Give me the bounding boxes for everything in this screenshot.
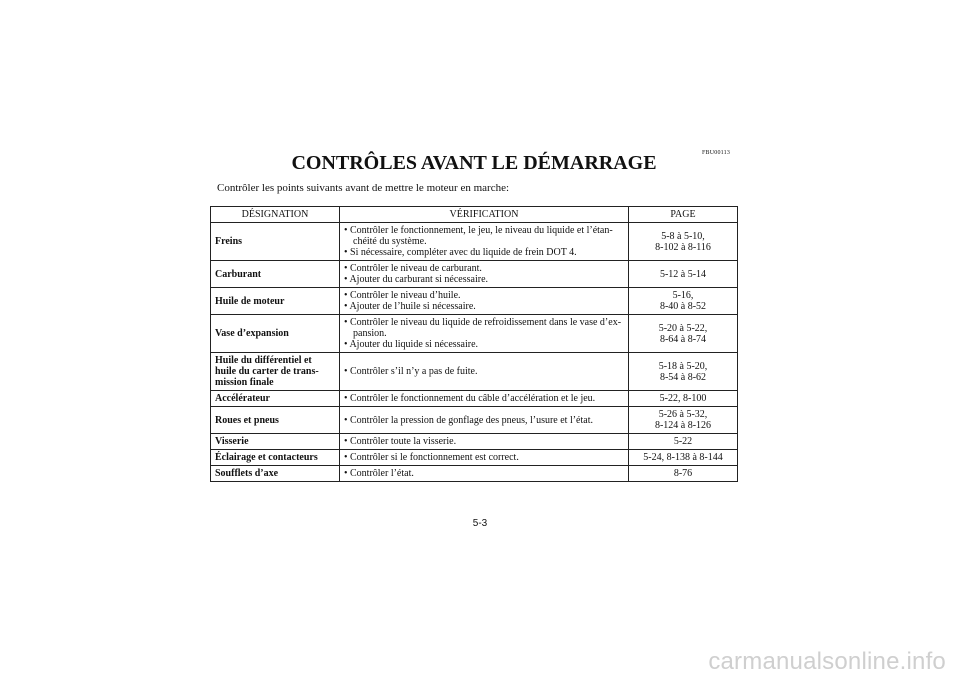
verification-item: • Ajouter de l’huile si nécessaire. [344, 301, 476, 312]
page-reference-line: 5-16, [672, 290, 694, 301]
designation-line: huile du carter de trans- [215, 366, 319, 377]
designation-line: Éclairage et contacteurs [215, 452, 318, 463]
column-header-page: PAGE [629, 207, 738, 223]
verification-item: • Ajouter du liquide si nécessaire. [344, 339, 479, 350]
table-row [211, 261, 738, 288]
table-row [211, 450, 738, 466]
verification-cell [340, 353, 629, 391]
designation-line: Vase d’expansion [215, 328, 289, 339]
designation-cell [211, 353, 340, 391]
page-reference-cell [629, 450, 738, 466]
page-reference-cell [629, 315, 738, 353]
designation-line: Soufflets d’axe [215, 468, 279, 479]
table-header-row [211, 207, 738, 223]
verification-item: • Contrôler le fonctionnement du câble d’accélération et le jeu. [344, 393, 596, 404]
page-reference-line: 8-40 à 8-52 [659, 301, 707, 312]
page-reference-cell [629, 288, 738, 315]
table-body [211, 223, 738, 482]
page-reference-line: 8-64 à 8-74 [659, 333, 707, 345]
designation-line: Accélérateur [215, 393, 270, 404]
designation-cell [211, 223, 340, 261]
verification-cell [340, 407, 629, 434]
verification-item: • Contrôler l’état. [344, 468, 414, 479]
designation-line: Roues et pneus [215, 414, 279, 426]
designation-cell [211, 288, 340, 315]
page-reference-cell [629, 261, 738, 288]
verification-cell [340, 391, 629, 407]
verification-cell [340, 288, 629, 315]
verification-item: • Si nécessaire, compléter avec du liquide de frein DOT 4. [344, 247, 577, 258]
designation-cell [211, 466, 340, 482]
column-header-designation: DÉSIGNATION [211, 207, 340, 223]
verification-item: • Contrôler le fonctionnement, le jeu, le niveau du liquide et l’étan-chéité du système. [344, 225, 613, 247]
designation-cell [211, 391, 340, 407]
intro-text: Contrôler les points suivants avant de mettre le moteur en marche: [217, 182, 510, 194]
page-reference-line: 5-22, 8-100 [659, 393, 707, 404]
column-header-verification: VÉRIFICATION [340, 207, 629, 223]
page-reference-cell [629, 407, 738, 434]
verification-item: • Contrôler le niveau de carburant. [344, 263, 482, 274]
document-reference-code: FBU00113 [702, 150, 731, 156]
table-row [211, 434, 738, 450]
page-reference-line: 5-20 à 5-22, [658, 322, 708, 334]
page-reference-line: 5-12 à 5-14 [659, 268, 707, 280]
page-reference-cell [629, 353, 738, 391]
verification-item: • Ajouter du carburant si nécessaire. [344, 274, 489, 285]
watermark: carmanualsonline.info [708, 648, 946, 675]
verification-item: • Contrôler la pression de gonflage des pneus, l’usure et l’état. [344, 414, 593, 426]
designation-cell [211, 407, 340, 434]
page-title: CONTRÔLES AVANT LE DÉMARRAGE [291, 152, 657, 174]
verification-item: • Contrôler si le fonctionnement est correct. [344, 452, 519, 463]
table-row [211, 391, 738, 407]
page-reference-cell [629, 466, 738, 482]
verification-item: • Contrôler toute la visserie. [344, 436, 457, 447]
pre-start-checks-table [210, 206, 738, 482]
page-reference-line: 8-54 à 8-62 [659, 371, 707, 383]
page-reference-line: 8-124 à 8-126 [654, 420, 712, 431]
page-reference-cell [629, 434, 738, 450]
designation-line: Huile de moteur [215, 295, 285, 307]
verification-cell [340, 450, 629, 466]
verification-item: • Contrôler le niveau du liquide de refroidissement dans le vase d’ex-pansion. [344, 317, 622, 339]
page-reference-line: 8-102 à 8-116 [655, 241, 711, 253]
page-reference-cell [629, 391, 738, 407]
table-row [211, 466, 738, 482]
table-row [211, 353, 738, 391]
page-reference-cell [629, 223, 738, 261]
page-reference-line: 5-22 [673, 436, 693, 447]
page-reference-line: 5-18 à 5-20, [658, 360, 708, 372]
page-reference-line: 8-76 [673, 468, 693, 479]
table-row [211, 315, 738, 353]
page-number: 5-3 [472, 518, 488, 529]
table-row [211, 407, 738, 434]
designation-cell [211, 450, 340, 466]
verification-cell [340, 223, 629, 261]
table-row [211, 223, 738, 261]
verification-cell [340, 434, 629, 450]
designation-line: Huile du différentiel et [215, 355, 312, 366]
designation-cell [211, 315, 340, 353]
page-reference-line: 5-26 à 5-32, [658, 409, 708, 420]
page-reference-line: 5-24, 8-138 à 8-144 [643, 452, 723, 463]
table-row [211, 288, 738, 315]
designation-line: Carburant [215, 268, 262, 280]
page-reference-line: 5-8 à 5-10, [661, 230, 705, 242]
verification-cell [340, 315, 629, 353]
designation-line: Visserie [215, 436, 249, 447]
designation-cell [211, 261, 340, 288]
verification-item: • Contrôler s’il n’y a pas de fuite. [344, 366, 478, 377]
verification-item: • Contrôler le niveau d’huile. [344, 290, 461, 301]
designation-cell [211, 434, 340, 450]
designation-line: Freins [215, 236, 243, 247]
verification-cell [340, 466, 629, 482]
designation-line: mission finale [215, 377, 274, 388]
verification-cell [340, 261, 629, 288]
